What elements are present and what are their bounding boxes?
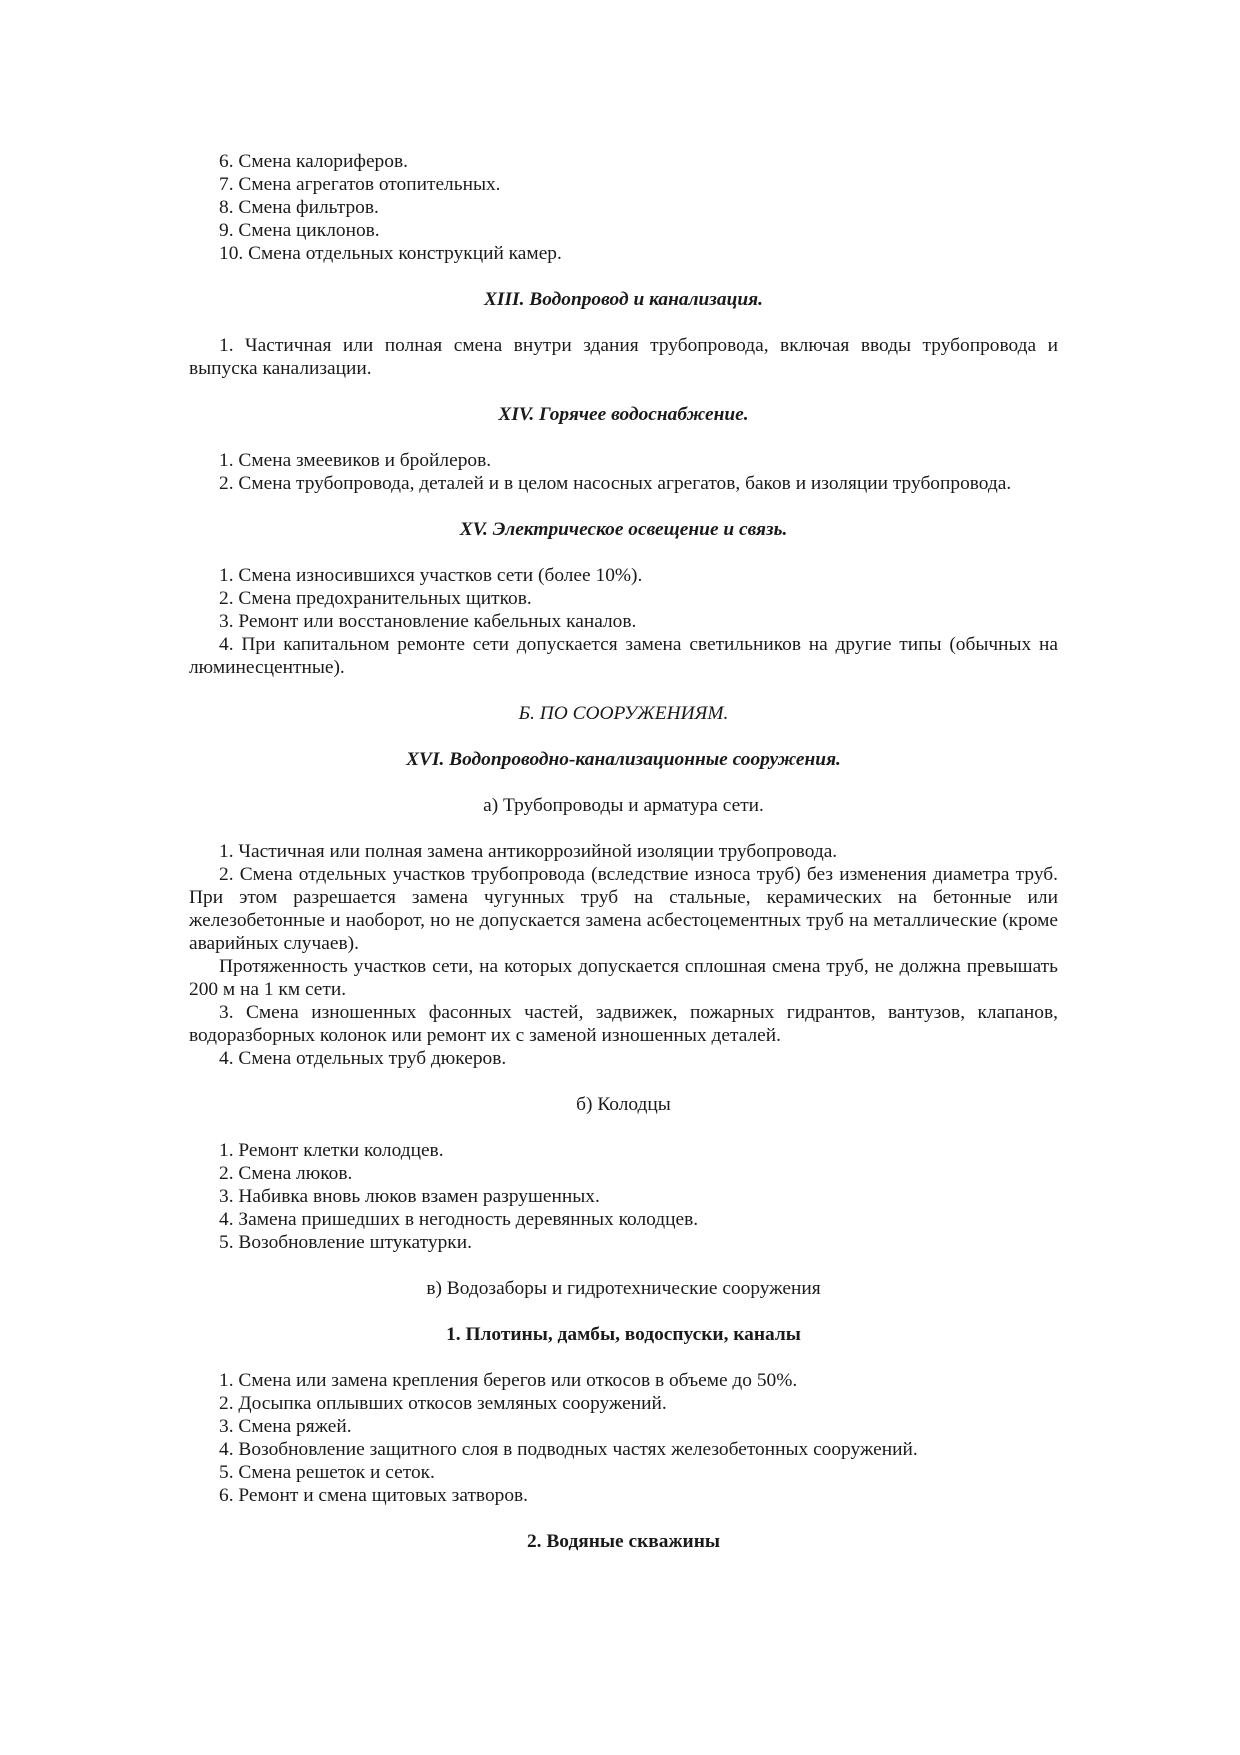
list-item: 2. Смена предохранительных щитков. — [219, 588, 532, 609]
part-heading-b: Б. ПО СООРУЖЕНИЯМ. — [518, 703, 729, 724]
list-item: 9. Смена циклонов. — [219, 220, 380, 241]
list-item: 6. Смена калориферов. — [219, 151, 408, 172]
paragraph: 1. Смена змеевиков и бройлеров. — [219, 450, 492, 471]
subsection-heading-a: а) Трубопроводы и арматура сети. — [483, 795, 764, 816]
subheading-dams: 1. Плотины, дамбы, водоспуски, каналы — [446, 1324, 801, 1345]
section-heading-xiv: XIV. Горячее водоснабжение. — [498, 404, 749, 425]
list-item: 7. Смена агрегатов отопительных. — [219, 174, 501, 195]
paragraph: 2. Смена трубопровода, деталей и в целом насосных агрегатов, баков и изоляции трубопровода. — [219, 473, 1012, 494]
paragraph: 4. Смена отдельных труб дюкеров. — [219, 1048, 507, 1069]
list-item: 1. Ремонт клетки колодцев. — [219, 1140, 444, 1161]
paragraph: 2. Смена отдельных участков трубопровода (вследствие износа труб) без изменения диаметра труб. При этом разрешается замена чугунных труб на стальные, керамических на бетонные или железобетонные и наоборот, но не допускается замена асбестоцементных труб на металлические (кроме аварийных случаев). — [189, 864, 1058, 954]
document-page — [189, 150, 1058, 1553]
subsection-heading-v: в) Водозаборы и гидротехнические сооружения — [426, 1278, 821, 1299]
list-item: 3. Ремонт или восстановление кабельных каналов. — [219, 611, 637, 632]
list-item: 8. Смена фильтров. — [219, 197, 379, 218]
section-heading-xvi: XVI. Водопроводно-канализационные сооружения. — [406, 749, 841, 770]
list-item: 3. Набивка вновь люков взамен разрушенных. — [219, 1186, 600, 1207]
list-item: 3. Смена ряжей. — [219, 1416, 352, 1437]
paragraph: Протяженность участков сети, на которых допускается сплошная смена труб, не должна превышать 200 м на 1 км сети. — [189, 956, 1058, 1000]
list-item: 1. Смена износившихся участков сети (более 10%). — [219, 565, 643, 586]
list-item: 5. Возобновление штукатурки. — [219, 1232, 472, 1253]
paragraph: 4. При капитальном ремонте сети допускается замена светильников на другие типы (обычных на люминесцентные). — [189, 634, 1058, 678]
paragraph: 1. Частичная или полная смена внутри здания трубопровода, включая вводы трубопровода и выпуска канализации. — [189, 335, 1058, 379]
subheading-wells: 2. Водяные скважины — [526, 1531, 721, 1552]
section-heading-xiii: XIII. Водопровод и канализация. — [484, 289, 763, 310]
list-item: 2. Смена люков. — [219, 1163, 353, 1184]
list-item: 5. Смена решеток и сеток. — [219, 1462, 435, 1483]
section-heading-xv: XV. Электрическое освещение и связь. — [459, 519, 788, 540]
list-item: 10. Смена отдельных конструкций камер. — [219, 243, 562, 264]
list-item: 2. Досыпка оплывших откосов земляных сооружений. — [219, 1393, 667, 1414]
paragraph: 1. Частичная или полная замена антикоррозийной изоляции трубопровода. — [219, 841, 838, 862]
list-item: 6. Ремонт и смена щитовых затворов. — [219, 1485, 529, 1506]
subsection-heading-b: б) Колодцы — [576, 1094, 671, 1115]
list-item: 1. Смена или замена крепления берегов или откосов в объеме до 50%. — [219, 1370, 798, 1391]
paragraph: 3. Смена изношенных фасонных частей, задвижек, пожарных гидрантов, вантузов, клапанов, водоразборных колонок или ремонт их с заменой изношенных деталей. — [189, 1002, 1058, 1046]
list-item: 4. Возобновление защитного слоя в подводных частях железобетонных сооружений. — [219, 1439, 918, 1460]
list-item: 4. Замена пришедших в негодность деревянных колодцев. — [219, 1209, 699, 1230]
